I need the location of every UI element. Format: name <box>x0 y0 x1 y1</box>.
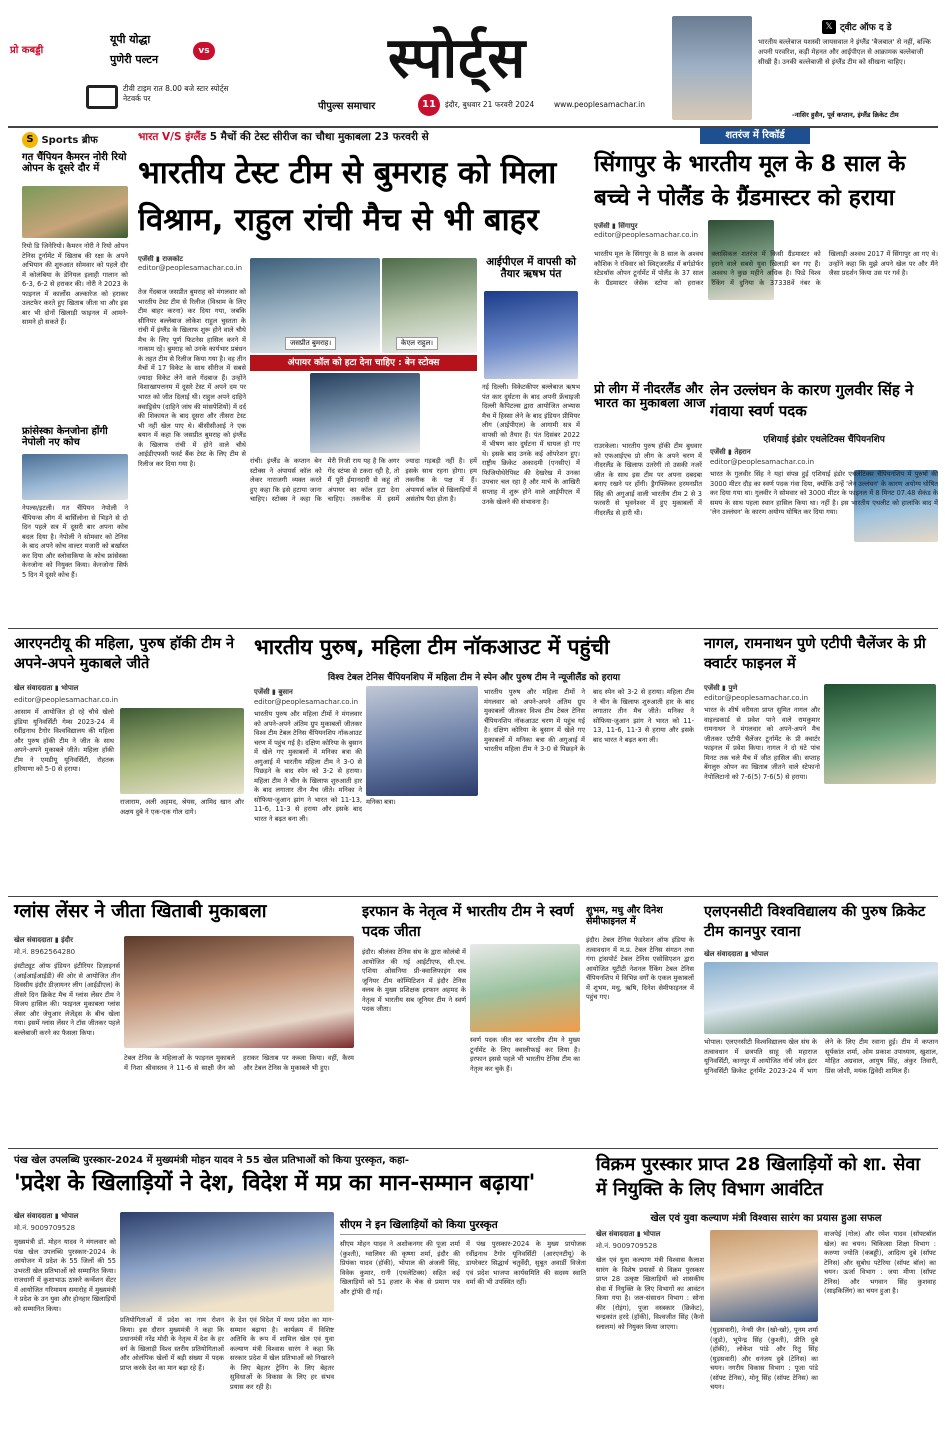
pro-league-headline: प्रो लीग में नीदरलैंड और भारत का मुकाबला आज <box>594 381 706 410</box>
lnct-box <box>700 900 938 1146</box>
row-divider-1 <box>8 628 938 629</box>
sports-brief <box>8 130 130 616</box>
hockey-email: editor@peoplesamachar.co.in <box>14 696 119 704</box>
award-sub-body-2: में पंख पुरस्कार-2024 के मुख्य प्रायोजक रवींद्रनाथ टैगोर यूनिवर्सिटी (आरएनटीयू) के डायरेक्टर सिद्धार्थ चतुर्वेदी, सुबूत अवार्डी विजेता एवं प्रदेश भाजपा कार्यसमिति की सदस्य स्वाति वर्मा की भी उपस्थित रहीं। <box>466 1240 586 1287</box>
award-body-2: प्रतियोगिताओं में प्रदेश का नाम रोशन किया। इस दौरान मुख्यमंत्री ने कहा कि प्रधानमंत्री नरेंद्र मोदी के नेतृत्व में देश के हर वर्ग के खिलाड़ी विश्व स्तरीय प्रतियोगिताओं और ओलंपिक खेलों में बड़ी संख्या में पदक प्राप्त करके देश का मान बढ़ा रहे हैं। <box>120 1316 224 1372</box>
irfan-body: इंदौर। श्रीलंका टेनिस संघ के द्वारा कोलंबो में आयोजित की गई आईटीएफ, सी.एच. एशिया ओसनिया प्री-क्वालिफाइंग सब जूनियर टीम कॉम्पिटिशन में इंदौर टेनिस क्लब के मुख्य प्रशिक्षक इरफान अहमद के नेतृत्व में भारतीय सब जूनियर टीम ने स्वर्ण पदक जीता। <box>362 948 466 1014</box>
player-photo <box>672 16 752 120</box>
chess-agency: एजेंसी ▮ सिंगापुर <box>594 222 638 230</box>
pant-body: नई दिल्ली। विकेटकीपर बल्लेबाज ऋषभ पंत कार दुर्घटना के बाद अपनी फ्रेंचाइजी दिल्ली कैपिटल्स द्वारा आयोजित अभ्यास मैच में हिस्सा लेने के बाद इंडियन प्रीमियर लीग (आईपीएल) के आगामी सत्र में वापसी को तैयार हैं। पंत दिसंबर 2022 में भीषण कार दुर्घटना में घायल हो गए थे। इसके बाद उनके कई ऑपरेशन हुए। राष्ट्रीय क्रिकेट अकादमी (एनसीए) में फिजियोथेरेपिस्ट की देखरेख में उनका उपचार चल रहा है और मार्च के आखिरी सप्ताह में शुरू होने वाले आईपीएल में उनके खेलने की संभावना है। <box>482 383 580 506</box>
dateline: इंदौर, बुधवार 21 फरवरी 2024 <box>445 100 535 109</box>
minister-photo <box>710 1230 818 1322</box>
pro-league-body: राउरकेला। भारतीय पुरुष हॉकी टीम बुधवार को एफआईएच प्रो लीग के अपने चरण में नीदरलैंड के खिलाफ उतरेगी तो उसकी नजरें जीत के साथ इस टीम पर अपना दबदबा बनाए रखने पर होंगी। ड्रैगफ्लिकर हरमनप्रीत सिंह की अगुआई वाली भारतीय टीम 2 से 3 फरवरी से भुवनेश्वर में हुए मुकाबलों में नीदरलैंड से हारी थी। <box>594 442 702 517</box>
bumrah-caption: जसप्रीत बुमराह। <box>285 337 336 350</box>
hockey-photo <box>120 708 244 794</box>
team2-label: पुणेरी पल्टन <box>110 53 159 66</box>
brief-body-2: नेपल्स/इटली। गत चैंपियन नेपोली ने चैंपियन्स लीग में बार्सिलोना से भिड़ने से दो दिन पहले सत्र में दूसरी बार अपना कोच बदल दिया है। नेपोली ने सोमवार को टेनिस के बाद अपने कोच वाल्टर मजारी को बर्खास्त कर दिया और स्लोवाकिया के कोच फ्रांसेस्का केनजोना को नियुक्त किया। केनजोना सिर्फ 5 दिन में दूसरे कोच हैं। <box>22 504 128 579</box>
x-icon: 𝕏 <box>822 20 836 34</box>
stokes-body: रांची। इंग्लैंड के कप्तान बेन स्टोक्स ने अंपायर्स कॉल को लेकर नाराजगी व्यक्त करते हुए कहा कि इसे हटाया जाना चाहिए। स्टोक्स ने कहा कि मेरी निजी राय यह है कि अगर गेंद स्टंप्स से टकरा रही है, तो मैं पूरी ईमानदारी से कहूं तो अंपायर का कॉल हटा देना चाहिए। तकनीक में इसमें ज्यादा गड़बड़ी नहीं है। हमें इसके साथ रहना होगा। हम तकनीक के पक्ष में हैं। अंपायर्स कॉल से खिलाड़ियों में असंतोष पैदा होता है। <box>250 457 477 504</box>
lead-byline <box>138 255 248 285</box>
team1-label: यूपी योद्धा <box>110 33 151 46</box>
vs-badge: vs <box>193 42 215 60</box>
chess-headline: सिंगापुर के भारतीय मूल के 8 साल के बच्चे ने पोलैंड के ग्रैंडमास्टर को हराया <box>594 151 906 211</box>
shubham-headline: शुभम, मधु और दिनेश सेमीफाइनल में <box>586 905 663 927</box>
tweet-author: -नासिर हुसैन, पूर्व कप्तान, इंग्लैंड क्रिकेट टीम <box>792 111 899 119</box>
glance-body-2: टेबल टेनिस के महिलाओं के फाइनल मुकाबले में निशा श्रीवास्तव ने 11-6 से साक्षी जैन को हराकर खिताब पर कब्जा किया। वहीं, कैरम और टेबल टेनिस के मुकाबले भी हुए। <box>124 1054 354 1072</box>
row-divider-2 <box>8 896 938 897</box>
publication-name: पीपुल्स समाचार <box>318 101 376 112</box>
tt-body-continued: भारतीय पुरुष और महिला टीमों ने मंगलवार को अपने-अपने अंतिम ग्रुप मुकाबलों जीतकर विश्व टीम टेबल टेनिस चैंपियनशिप नॉकआउट चरण में पहुंच गई है। दक्षिण कोरिया के बुसान में खेले गए मुकाबलों में मनिका बत्रा की अगुआई में भारतीय महिला टीम ने 3-0 से पिछड़ने के बाद स्पेन को 3-2 से हराया। महिला टीम ने चीन के खिलाफ शुरुआती हार के बाद लगातार तीन मैच जीते। मनिका ने सोफिया-जुआन झांग ने भारत को 11-13, 11-6, 11-3 से हराया और इसके बाद भारत ने बढ़त बना ली। <box>484 688 694 754</box>
rahul-photo <box>382 258 477 353</box>
tweet-text: भारतीय बल्लेबाज यशस्वी जायसवाल ने इंग्लैंड 'बैजबाल' से नहीं, बल्कि अपनी परवरिश, कड़ी मेहनत और आईपीएल से आक्रामक बल्लेबाजी सीखी है। उनकी बल्लेबाजी से इंग्लैंड टीम को सीखना चाहिए। <box>758 38 931 66</box>
hockey-byline: खेल संवाददाता ▮ भोपाल <box>14 684 79 692</box>
glance-byline: खेल संवाददाता ▮ इंदौर <box>14 936 73 944</box>
tv-icon <box>86 85 118 109</box>
tt-box <box>250 632 696 894</box>
website: www.peoplesamachar.in <box>554 100 645 109</box>
lnct-body: भोपाल। एलएनसीटी विश्वविद्यालय खेल संघ के तत्वावधान में छत्रपति साहू जी महाराज यूनिवर्सिटी, कानपुर में आयोजित नॉर्थ जोन इंटर यूनिवर्सिटी क्रिकेट टूर्नामेंट 2023-24 में भाग लेने के लिए टीम रवाना हुई। टीम में कप्तान सूर्यकांत शर्मा, ओम प्रकाश उपाध्याय, खुशाल, मोहित अग्रवाल, आयुष सिंह, अंकुर तिवारी, प्रिंस जोशी, मयंक द्विवेदी शामिल हैं। <box>704 1038 938 1075</box>
hockey-box <box>8 632 246 894</box>
row-divider-3 <box>8 1148 938 1149</box>
tweet-label: ट्वीट ऑफ द डे <box>840 23 892 33</box>
gulveer-agency: एजेंसी ▮ तेहरान <box>710 448 751 456</box>
award-byline: खेल संवाददाता ▮ भोपाल <box>14 1212 79 1220</box>
stokes-headline: अंपायर कॉल को हटा देना चाहिए : बेन स्टोक्स <box>250 355 477 371</box>
gulveer-headline: लेन उल्लंघन के कारण गुलवीर सिंह ने गंवाया स्वर्ण पदक <box>710 381 914 420</box>
brief-s-icon: S <box>22 132 38 148</box>
vikram-body-3: वाजपेई (गोल) और रमेश यादव (सॉफ्टबॉल खेल) का चयन। चिकित्सा शिक्षा विभाग : करुणा ज्योति (कबड्डी), आदित्य दुबे (सॉफ्ट टेनिस) और सुबोध पटेरिया (सॉफ्ट बॉल) का चयन। ऊर्जा विभाग : जया मीणा (सॉफ्ट टेनिस) और भगवान सिंह कुशवाह (साइकिलिंग) का चयन हुआ है। <box>824 1230 936 1296</box>
shubham-box <box>584 900 696 1146</box>
award-headline: 'प्रदेश के खिलाड़ियों ने देश, विदेश में मप्र का मान-सम्मान बढ़ाया' <box>14 1171 536 1196</box>
tt-subtitle: विश्व टेबल टेनिस चैंपियनशिप में महिला टीम ने स्पेन और पुरुष टीम ने न्यूजीलैंड को हराया <box>327 673 621 683</box>
vikram-subtitle: खेल एवं युवा कल्याण मंत्री विश्वास सारंग का प्रयास हुआ सफल <box>650 1213 882 1224</box>
glance-headline: ग्लांस लेंसर ने जीता खिताबी मुकाबला <box>14 901 267 922</box>
chess-label: शतरंज में रिकॉर्ड <box>700 128 810 144</box>
pant-box <box>480 255 580 627</box>
gulveer-box <box>710 378 938 626</box>
glance-body: इंस्टीट्यूट ऑफ इंडियन इंटीरियर डिज़ाइनर्स (आईआईआईडी) की ओर से आयोजित तीन दिवसीय इंदौर डीज़ायनर लीग (आईडीएल) के तीसरे दिन क्रिकेट मैच में ग्लांस लेंसर टीम ने विजय हासिल की। फाइनल मुकाबला ग्लांस लेंसर और जेयुआर लेजेंड्स के बीच खेला गया। इसमें ग्लांस लेंसर ने टॉस जीतकर पहले बल्लेबाजी करने का फैसला किया। <box>14 962 120 1037</box>
tt-headline: भारतीय पुरुष, महिला टीम नॉकआउट में पहुंची <box>254 635 610 659</box>
nagal-email: editor@peoplesamachar.co.in <box>704 694 809 702</box>
award-kicker: पंख खेल उपलब्धि पुरस्कार-2024 में मुख्यमंत्री मोहन यादव ने 55 खेल प्रतिभाओं को किया पुरस्कृत, कहा- <box>14 1155 409 1166</box>
brief-body-1: रियो डि जिनेरियो। कैमरन नोरी ने रियो ओपन टेनिस टूर्नामेंट में खिताब की रक्षा के अपने अभियान की शुरुआत सोमवार को पहले दौर में कोलंबिया के डेनियल इलाही गालान को 6-3, 6-2 से हराकर की। नोरी ने 2023 के फाइनल में कार्लोस अल्कारेज को हराकर उलटफेर करते हुए खिताब जीता था और इस बार भी दोनों खिलाड़ी फाइनल में आमने-सामने हो सकते हैं। <box>22 242 128 327</box>
award-sub-headline: सीएम ने इन खिलाड़ियों को किया पुरस्कृत <box>340 1220 586 1235</box>
lead-agency: एजेंसी ▮ राजकोट <box>138 255 183 263</box>
tweet-of-the-day <box>672 14 938 124</box>
nagal-box <box>700 632 938 894</box>
lnct-byline: खेल संवाददाता ▮ भोपाल <box>704 950 769 958</box>
gulveer-subtitle: एशियाई इंडोर एथलेटिक्स चैंपियनशिप <box>763 435 885 445</box>
nagal-body: भारत के शीर्ष वरीयता प्राप्त सुमित नागल और वाइल्डकार्ड से प्रवेश पाने वाले रामकुमार रामनाथन ने मंगलवार को अपने-अपने मैच जीतकर एटीपी चैलेंजर टूर्नामेंट के प्री क्वार्टर फाइनल में प्रवेश किया। नागल ने दो घंटे पांच मिनट तक चले मैच में जीत हासिल की। सप्ताह बेंगलुरु ओपन का खिताब जीतने वाले स्टेफानो नेपोलिटानो को 7-6(5) 7-6(5) से हराया। <box>704 706 820 781</box>
hockey-caption: राजाराम, अली अहमद, श्रेयस, आमिद खान और अक्षय दुबे ने एक-एक गोल दागे। <box>120 798 244 816</box>
brief-label <box>22 132 98 148</box>
hockey-body: आसाम में आयोजित हो रहे चौथे खेलो इंडिया यूनिवर्सिटी गेम्स 2023-24 में रवींद्रनाथ टैगोर विश्वविद्यालय की महिला और पुरुष हॉकी टीम ने जीत के साथ अपने-अपने मुकाबले जीते। महिला हॉकी टीम ने एमडीयू यूनिवर्सिटी, रोहतक हरियाणा को 5-0 से हराया। <box>14 708 114 774</box>
manika-photo <box>366 686 478 796</box>
award-body-3: के देश एवं विदेश में मध्य प्रदेश का मान-सम्मान बढ़ाया है। कार्यक्रम में विशिष्ट अतिथि के रूप में शामिल खेल एवं युवा कल्याण मंत्री विश्वास सारंग ने कहा कि सरकार प्रदेश में खेल प्रतिभाओं को निखारने के लिए बेहतर ट्रेनिंग के लिए बेहतर सुविधाओं के विकास के लिए हर संभव प्रयास कर रही है। <box>230 1316 334 1391</box>
kicker-text: 5 मैचों की टेस्ट सीरीज का चौथा मुकाबला 23 फरवरी से <box>209 131 429 143</box>
tt-body-right <box>484 688 694 892</box>
lead-email: editor@peoplesamachar.co.in <box>138 264 243 273</box>
irfan-headline: इरफान के नेतृत्व में भारतीय टीम ने स्वर्ण पदक जीता <box>362 904 574 941</box>
chess-body: भारतीय मूल के सिंगापुर के 8 साल के अश्वथ कौशिक ने रविवार को स्विट्जरलैंड में बर्गडोर्फर स्टेडथॉस ओपन टूर्नामेंट में पोलैंड के 37 साल के ग्रैंडमास्टर जेसेक स्टोपा को हराकर क्लासिकल शतरंज में किसी ग्रैंडमास्टर को हराने वाले सबसे युवा खिलाड़ी बन गए हैं। अश्वथ ने कुछ महीने अधिक है। फिडे विश्व रैंकिंग में दुनिया के 37338वें नंबर के खिलाड़ी अश्वथ 2017 में सिंगापुर आ गए थे। उन्होंने कहा कि मुझे अपने खेल पर और मैंने जैसा प्रदर्शन किया उस पर गर्व है। <box>594 250 938 287</box>
brief-headline-1: गत चैंपियन कैमरन नोरी रियो ओपन के दूसरे दौर में <box>22 152 127 175</box>
tt-caption: मनिका बत्रा। <box>366 798 396 806</box>
award-photo <box>120 1212 334 1312</box>
hockey-headline: आरएनटीयू की महिला, पुरुष हॉकी टीम ने अपने-अपने मुकाबले जीते <box>14 636 235 673</box>
page-number: 11 <box>418 94 440 116</box>
nagal-photo <box>824 684 936 784</box>
gulveer-body: भारत के गुलवीर सिंह ने यहां संपन्न हुई एशियाई इंडोर एथलेटिक्स चैंपियनशिप में पुरुषों की 3000 मीटर दौड़ का स्वर्ण पदक गंवा दिया, क्योंकि उन्हें 'लेन उल्लंघन' के कारण अयोग्य घोषित कर दिया गया था। गुलवीर ने सोमवार को 3000 मीटर के फाइनल में 8 मिनट 07.48 सेकंड के समय के साथ पहला स्थान हासिल किया था। नहीं है। इस भारतीय एथलीट को हालांकि बाद में 'लेन उल्लंघन' के कारण अयोग्य घोषित कर दिया गया। <box>710 470 938 517</box>
vikram-headline: विक्रम पुरस्कार प्राप्त 28 खिलाड़ियों को शा. सेवा में नियुक्ति के लिए विभाग आवंटित <box>596 1154 921 1201</box>
lnct-headline: एलएनसीटी विश्वविद्यालय की पुरुष क्रिकेट टीम कानपुर रवाना <box>704 904 926 941</box>
nagal-headline: नागल, रामनाथन पुणे एटीपी चैलेंजर के प्री क्वार्टर फाइनल में <box>704 636 926 673</box>
nagal-agency: एजेंसी ▮ पुणे <box>704 684 738 692</box>
irfan-body-2: स्वर्ण पदक जीत कर भारतीय टीम ने मुख्य टूर्नामेंट के लिए क्वालीफाई कर लिया है। इरफान इससे पहले भी भारतीय टेनिस टीम का नेतृत्व कर चुके हैं। <box>470 1036 580 1073</box>
pant-headline: आईपीएल में वापसी को तैयार ऋषभ पंत <box>486 256 576 280</box>
tennis-photo <box>22 186 128 238</box>
vikram-body: खेल एवं युवा कल्याण मंत्री विश्वास कैलाश सारंग के विशेष प्रयासों से विक्रम पुरस्कार प्राप्त 28 उत्कृष्ट खिलाड़ियों को शासकीय सेवा में नियुक्ति के लिए विभागों का आवंटन किया गया है। जल-संसाधन विभाग : सोना कीर (रोइंग), पूजा वस्त्रकार (क्रिकेट), चन्द्रकांत हरदे (हॉकी), विश्वजीत सिंह (कैनो स्लालम) को नियुक्त किया जाएगा। <box>596 1256 704 1331</box>
irfan-box <box>358 900 580 1146</box>
coach-photo <box>22 454 128 500</box>
pro-league-box <box>594 378 706 626</box>
irfan-photo <box>470 944 580 1032</box>
lead-body: तेज गेंदबाज जसप्रीत बुमराह को मंगलवार को भारतीय टेस्ट टीम से रिलीज (विश्राम के लिए टीम बाहर करना) कर दिया गया, जबकि सीनियर बल्लेबाज लोकेश राहुल चुस्तता के रांची में इंग्लैंड के खिलाफ शुरू होने वाले चौथे मैच के लिए पूर्ण फिटनेस हासिल करने में नाकाम रहे। बुमराह को उनके कार्यभार प्रबंधन के तहत टीम से रिलीज किया गया है। वह तीन मैचों में 17 विकेट के साथ सीरीज में सबसे ज्यादा विकेट लेने वाले गेंदबाज हैं। उन्होंने विशाखापत्तनम में दूसरे टेस्ट में अपने दम पर भारत को जीत दिलाई थी। राहुल अपने दाहिने क्वाड्रिसेप (दाहिने जांघ की मांसपेशियों) में दर्द की शिकायत के बाद दूसरा और तीसरा टेस्ट भी नहीं खेल पाए थे। बीसीसीआई ने एक बयान में कहा कि जसप्रीत बुमराह को इंग्लैंड के खिलाफ रांची में होने वाले चौथे आईडीएफसी फर्स्ट बैंक टेस्ट के लिए टीम से रिलीज कर दिया गया है। <box>138 288 246 468</box>
stokes-photo <box>310 373 420 453</box>
tt-email: editor@peoplesamachar.co.in <box>254 698 359 706</box>
league-label: प्रो कबड्डी <box>10 45 44 56</box>
glance-phone: मो.नं. 8962564280 <box>14 948 76 956</box>
vikram-body-2: (घुड़सवारी), नेन्सी जैन (खो-खो), पूनम शर्मा (जूडो), भूपेन्द्र सिंह (कुश्ती), प्रीति दुबे (हॉकी), लोकेश पांडे और रितु सिंह (घुड़सवारी) और धनंजय दुबे (टेनिस) का चयन। नगरीय विकास विभाग : पूजा पांडे (सॉफ्ट टेनिस), मोनू सिंह (सॉफ्ट टेनिस) का चयन। <box>710 1326 818 1392</box>
tt-body: भारतीय पुरुष और महिला टीमों ने मंगलवार को अपने-अपने अंतिम ग्रुप मुकाबलों जीतकर विश्व टीम टेबल टेनिस चैंपियनशिप नॉकआउट चरण में पहुंच गई है। दक्षिण कोरिया के बुसान में खेले गए मुकाबलों में मनिका बत्रा की अगुआई में भारतीय महिला टीम ने 3-0 से पिछड़ने के बाद स्पेन को 3-2 से हराया। महिला टीम ने चीन के खिलाफ शुरुआती हार के बाद लगातार तीन मैच जीते। मनिका ने सोफिया-जुआन झांग ने भारत को 11-13, 11-6, 11-3 से हराया और इसके बाद भारत ने बढ़त बना ली। <box>254 710 362 824</box>
vikram-phone: मो.नं. 9009709528 <box>596 1242 658 1250</box>
kabaddi-promo <box>8 22 238 122</box>
stokes-box <box>250 355 477 627</box>
glance-box <box>8 900 354 1146</box>
lead-kicker <box>138 130 578 148</box>
kicker-tag: भारत V/S इंग्लैंड <box>138 131 207 143</box>
chess-email: editor@peoplesamachar.co.in <box>594 231 699 240</box>
bumrah-photo <box>250 258 380 353</box>
rahul-caption: केएल राहुल। <box>396 337 438 350</box>
lnct-photo <box>704 962 938 1034</box>
tt-agency: एजेंसी ▮ बुसान <box>254 688 293 696</box>
brief-label-text: Sports ब्रीफ <box>41 135 98 146</box>
tv-timing: टीवी टाइम रात 8.00 बजे स्टार स्पोर्ट्स नेटवर्क पर <box>123 84 229 103</box>
brief-headline-2: फ्रांसेस्का केनजोना होंगी नेपोली नए कोच <box>22 426 108 449</box>
masthead <box>300 14 645 124</box>
award-body: मुख्यमंत्री डॉ. मोहन यादव ने मंगलवार को पंख खेल उपलब्धि पुरस्कार-2024 के आयोजन में प्रदेश के 55 जिलों की 55 उभरती खेल प्रतिभाओं को सम्मानित किया। राजधानी में कुशाभाऊ ठाकरे कन्वेंशन सेंटर में आयोजित गरिमामय समारोह में मुख्यमंत्री ने प्रदेश के उन युवा और होनहार खिलाड़ियों को सम्मानित किया। <box>14 1238 116 1313</box>
chess-byline <box>594 222 704 246</box>
shubham-body: इंदौर। टेबल टेनिस फेडरेशन ऑफ इंडिया के तत्वावधान में म.प्र. टेबल टेनिस संगठन तथा गंगा ट्रांसपोर्ट टेबल टेनिस एसोसिएशन द्वारा आयोजित यूटीटी नेशनल रैंकिंग टेबल टेनिस चैंपियनशिप में विभिन्न वर्गों के एकल मुकाबलों में शुभम, मधु, ऋषि, दिनेश सेमीफाइनल में पहुंच गए। <box>586 936 694 1002</box>
pant-photo <box>484 291 578 379</box>
award-phone: मो.नं. 9009709528 <box>14 1224 76 1232</box>
glance-photo <box>124 936 354 1048</box>
vikram-byline: खेल संवाददाता ▮ भोपाल <box>596 1230 661 1238</box>
lead-headline: भारतीय टेस्ट टीम से बुमराह को मिला विश्राम, राहुल रांची मैच से भी बाहर <box>138 155 557 238</box>
vikram-box <box>592 1150 938 1445</box>
section-title: स्पोर्ट्स <box>388 26 527 91</box>
award-box <box>8 1150 588 1445</box>
gulveer-email: editor@peoplesamachar.co.in <box>710 458 815 466</box>
award-sub-body: सीएम मोहन यादव ने अशोकनगर की पूजा शर्मा (कुश्ती), ग्वालियर की कृष्णा शर्मा, इंदौर की प्रियंका यादव (हॉकी), भोपाल की अंजली सिंह, विवेक कुमार, रानी (एथलेटिक्स) सहित कई खिलाड़ियों को 51 हजार के चेक से प्रमाण पत्र और ट्रॉफी दी गई। <box>340 1240 460 1296</box>
